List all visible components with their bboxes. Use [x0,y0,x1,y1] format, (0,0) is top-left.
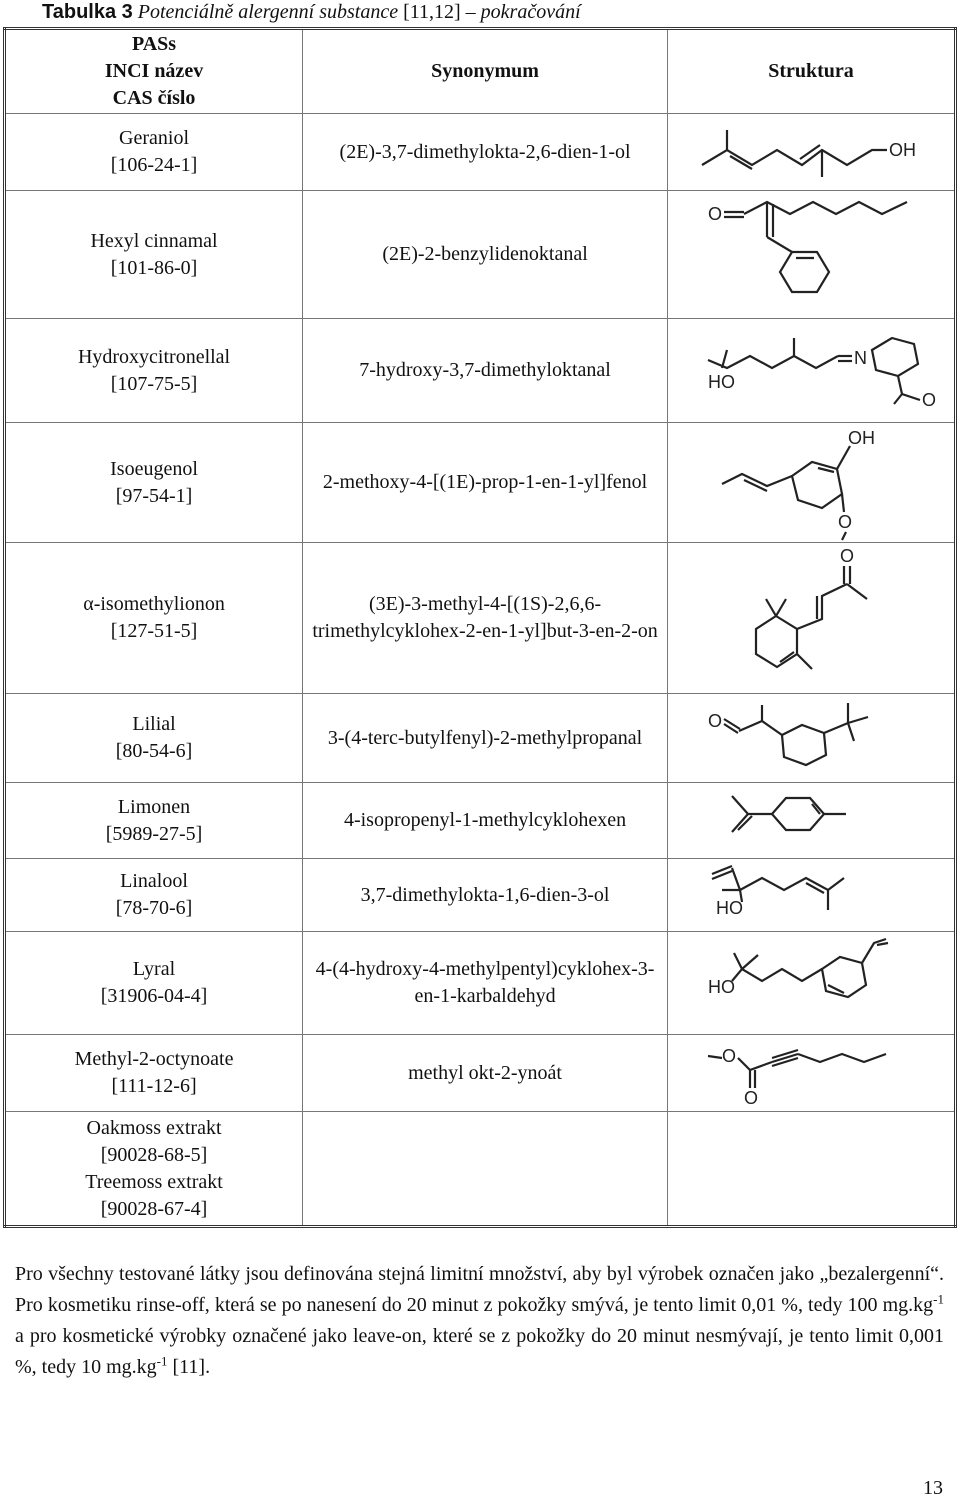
substance-name: Isoeugenol [110,457,198,480]
hydroxycitronellal-structure-image [672,320,956,422]
substance-cell [5,319,303,423]
table-row [5,114,956,191]
table-row [5,1112,956,1227]
cas-number: [31906-04-4] [100,985,208,1007]
header-synonym: Synonymum [303,29,668,114]
substance-name: Geraniol [119,127,190,149]
structure-cell [668,423,956,543]
substance-cell [5,694,303,783]
substance-cell [5,114,303,191]
cas-number: [90028-67-4] [100,1197,208,1220]
structure-cell [668,783,956,859]
limonene-structure-image [672,784,956,858]
lilial-structure-image [672,695,956,782]
substance-cell [5,932,303,1035]
structure-cell [668,1035,956,1112]
hydroxy-label: HO [708,976,736,997]
synonym-cell: 2-methoxy-4-[(1E)-prop-1-en-1-yl]fenol [303,423,668,543]
hydroxy-label: HO [716,897,744,918]
substance-cell [5,859,303,932]
methoxy-oxygen-label: O [838,511,853,532]
cas-number: [111-12-6] [111,1075,197,1097]
header-cas: CAS číslo [112,87,196,109]
paragraph-text-2: a pro kosmetické výrobky označené jako leave-on, které se z pokožky do 20 minut nesmývají, je tento limit 0,001 %, tedy 10 mg.kg [15,1325,944,1378]
cas-number: [5989-27-5] [105,822,203,845]
table-row [5,932,956,1035]
geraniol-structure-image [672,115,956,190]
methyl-octynoate-structure-image [672,1036,956,1111]
structure-cell [668,543,956,694]
ester-oxygen-label: O [722,1045,737,1066]
structure-cell [668,191,956,319]
hydroxy-label: HO [708,371,736,392]
caption-ref: [11,12] [403,1,461,23]
substance-name: Methyl-2-octynoate [74,1048,234,1070]
synonym-cell: (2E)-3,7-dimethylokta-2,6-dien-1-ol [303,114,668,191]
table-row [5,783,956,859]
structure-cell [668,694,956,783]
header-substance [5,29,303,114]
substance-name: Limonen [117,795,191,818]
hexyl-cinnamal-structure-image [672,192,956,318]
oxygen-label: O [840,545,855,566]
cas-number: [97-54-1] [115,484,193,507]
nitrogen-label: N [854,347,868,368]
substance-name: α-isomethylionon [83,593,225,615]
header-inci: INCI název [104,60,204,82]
cas-number: [80-54-6] [115,740,193,762]
superscript-1: -1 [933,1291,944,1307]
synonym-cell: methyl okt-2-ynoát [303,1035,668,1112]
table-row [5,191,956,319]
structure-cell [668,1112,956,1227]
substance-name: Lilial [132,713,176,735]
hydroxyl-label: OH [848,427,876,448]
substance-cell [5,423,303,543]
hydroxyl-label: OH [889,139,917,160]
synonym-cell: 3,7-dimethylokta-1,6-dien-3-ol [303,859,668,932]
table-row [5,1035,956,1112]
substance-cell [5,1035,303,1112]
oxygen-label: O [708,710,723,731]
structure-cell [668,932,956,1035]
header-pass: PASs [131,33,177,55]
substance-cell [5,783,303,859]
cas-number: [127-51-5] [110,620,198,642]
substance-name: Linalool [120,870,188,892]
table-row [5,694,956,783]
cas-number: [106-24-1] [110,154,198,176]
table-row [5,423,956,543]
synonym-cell: (2E)-2-benzylidenoktanal [303,191,668,319]
synonym-cell: 7-hydroxy-3,7-dimethyloktanal [303,319,668,423]
allergen-table [3,27,957,1228]
structure-cell [668,859,956,932]
caption-dash: – [465,1,476,23]
table-header-row [5,29,956,114]
substance-cell [5,543,303,694]
carbonyl-oxygen-label: O [744,1087,759,1108]
substance-name: Hexyl cinnamal [90,229,218,252]
lyral-structure-image [672,933,956,1034]
synonym-cell: 3-(4-terc-butylfenyl)-2-methylpropanal [303,694,668,783]
caption-title: Potenciálně alergenní substance [137,1,399,23]
substance-name: Hydroxycitronellal [77,345,231,368]
table-row [5,543,956,694]
substance-name: Oakmoss extrakt [86,1116,222,1139]
oxygen-label: O [708,203,723,224]
cas-number: [107-75-5] [110,372,198,395]
header-structure: Struktura [668,29,956,114]
substance-cell [5,1112,303,1227]
table-row [5,859,956,932]
structure-cell [668,319,956,423]
substance-name: Lyral [132,958,176,980]
caption-continued: pokračování [480,1,581,23]
paragraph-text-1: Pro všechny testované látky jsou definována stejná limitní množství, aby byl výrobek označen jako „bezalergenní“. Pro kosmetiku rinse-off, která se po nanesení do 20 minut z pokožky smývá, je tento limit 0,01 %, tedy 100 mg.kg [15,1263,944,1316]
synonym-cell: 4-isopropenyl-1-methylcyklohexen [303,783,668,859]
isoeugenol-structure-image [672,424,956,542]
linalool-structure-image [672,860,956,931]
oxygen-label: O [922,389,937,410]
synonym-cell: 4-(4-hydroxy-4-methylpentyl)cyklohex-3-en-1-karbaldehyd [303,932,668,1035]
superscript-2: -1 [156,1353,168,1369]
isomethylionone-structure-image [672,544,956,693]
synonym-cell: (3E)-3-methyl-4-[(1S)-2,6,6-trimethylcyklohex-2-en-1-yl]but-3-en-2-on [303,543,668,694]
cas-number: [101-86-0] [110,256,198,279]
paragraph-text-3: [11]. [167,1356,211,1378]
substance-name: Treemoss extrakt [85,1170,223,1193]
substance-cell [5,191,303,319]
synonym-cell [303,1112,668,1227]
caption-label: Tabulka 3 [42,1,133,23]
table-row [5,319,956,423]
cas-number: [90028-68-5] [100,1143,208,1166]
table-caption [42,1,581,24]
page-number: 13 [923,1477,943,1499]
cas-number: [78-70-6] [115,897,193,919]
body-paragraph [15,1259,944,1383]
structure-cell [668,114,956,191]
